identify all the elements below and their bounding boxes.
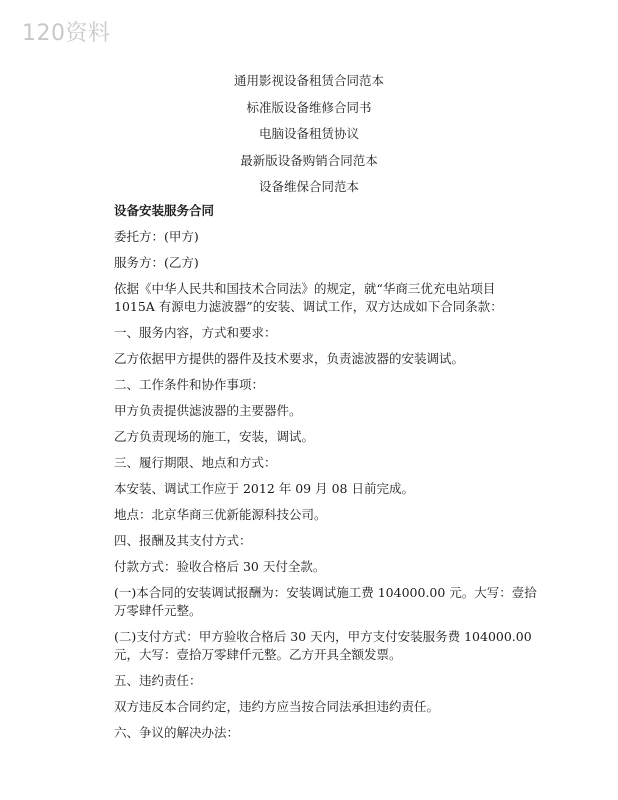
section-heading-3: 三、履行期限、地点和方式：	[114, 455, 277, 470]
section-heading-6: 六、争议的解决办法：	[114, 725, 240, 740]
paragraph-payment-method: 付款方式：验收合格后 30 天付全款。	[114, 559, 326, 574]
paragraph-service-content: 乙方依据甲方提供的器件及技术要求，负责滤波器的安装调试。	[114, 351, 465, 366]
related-document-link[interactable]: 设备维保合同范本	[258, 179, 359, 194]
related-document-link[interactable]: 最新版设备购销合同范本	[240, 152, 378, 168]
related-document-link[interactable]: 通用影视设备租赁合同范本	[233, 73, 384, 88]
section-heading-4: 四、报酬及其支付方式：	[114, 533, 252, 548]
section-heading-1: 一、服务内容，方式和要求：	[114, 325, 277, 340]
paragraph-party-b-duty: 乙方负责现场的施工，安装，调试。	[114, 429, 315, 444]
related-documents-list	[0, 68, 618, 201]
paragraph-preamble: 依据《中华人民共和国技术合同法》的规定，就“华商三优充电站项目 1015A 有源电力滤波器”的安装、调试工作，双方达成如下合同条款：	[114, 281, 503, 314]
related-document-link[interactable]: 标准版设备维修合同书	[246, 99, 372, 115]
paragraph-location: 地点：北京华商三优新能源科技公司。	[114, 507, 327, 522]
paragraph-breach: 双方违反本合同约定，违约方应当按合同法承担违约责任。	[114, 699, 440, 714]
watermark: 120资料	[22, 21, 111, 46]
paragraph-payment-terms: (二)支付方式：甲方验收合格后 30 天内，甲方支付安装服务费 104000.00 元，大写：壹拾万零肆仟元整。乙方开具全额发票。	[114, 629, 532, 662]
related-document-link[interactable]: 电脑设备租赁协议	[258, 126, 359, 141]
paragraph-deadline: 本安装、调试工作应于 2012 年 09 月 08 日前完成。	[114, 481, 414, 496]
paragraph-client: 委托方：(甲方)	[114, 229, 199, 244]
section-heading-2: 二、工作条件和协作事项：	[114, 377, 265, 392]
paragraph-fee: (一)本合同的安装调试报酬为：安装调试施工费 104000.00 元。大写：壹拾万零肆仟元整。	[114, 585, 537, 618]
paragraph-party-a-duty: 甲方负责提供滤波器的主要器件。	[114, 403, 302, 418]
section-heading-5: 五、违约责任：	[114, 673, 202, 688]
paragraph-provider: 服务方：(乙方)	[114, 255, 199, 270]
contract-title: 设备安装服务合同	[114, 203, 215, 218]
contract-body	[114, 198, 538, 742]
